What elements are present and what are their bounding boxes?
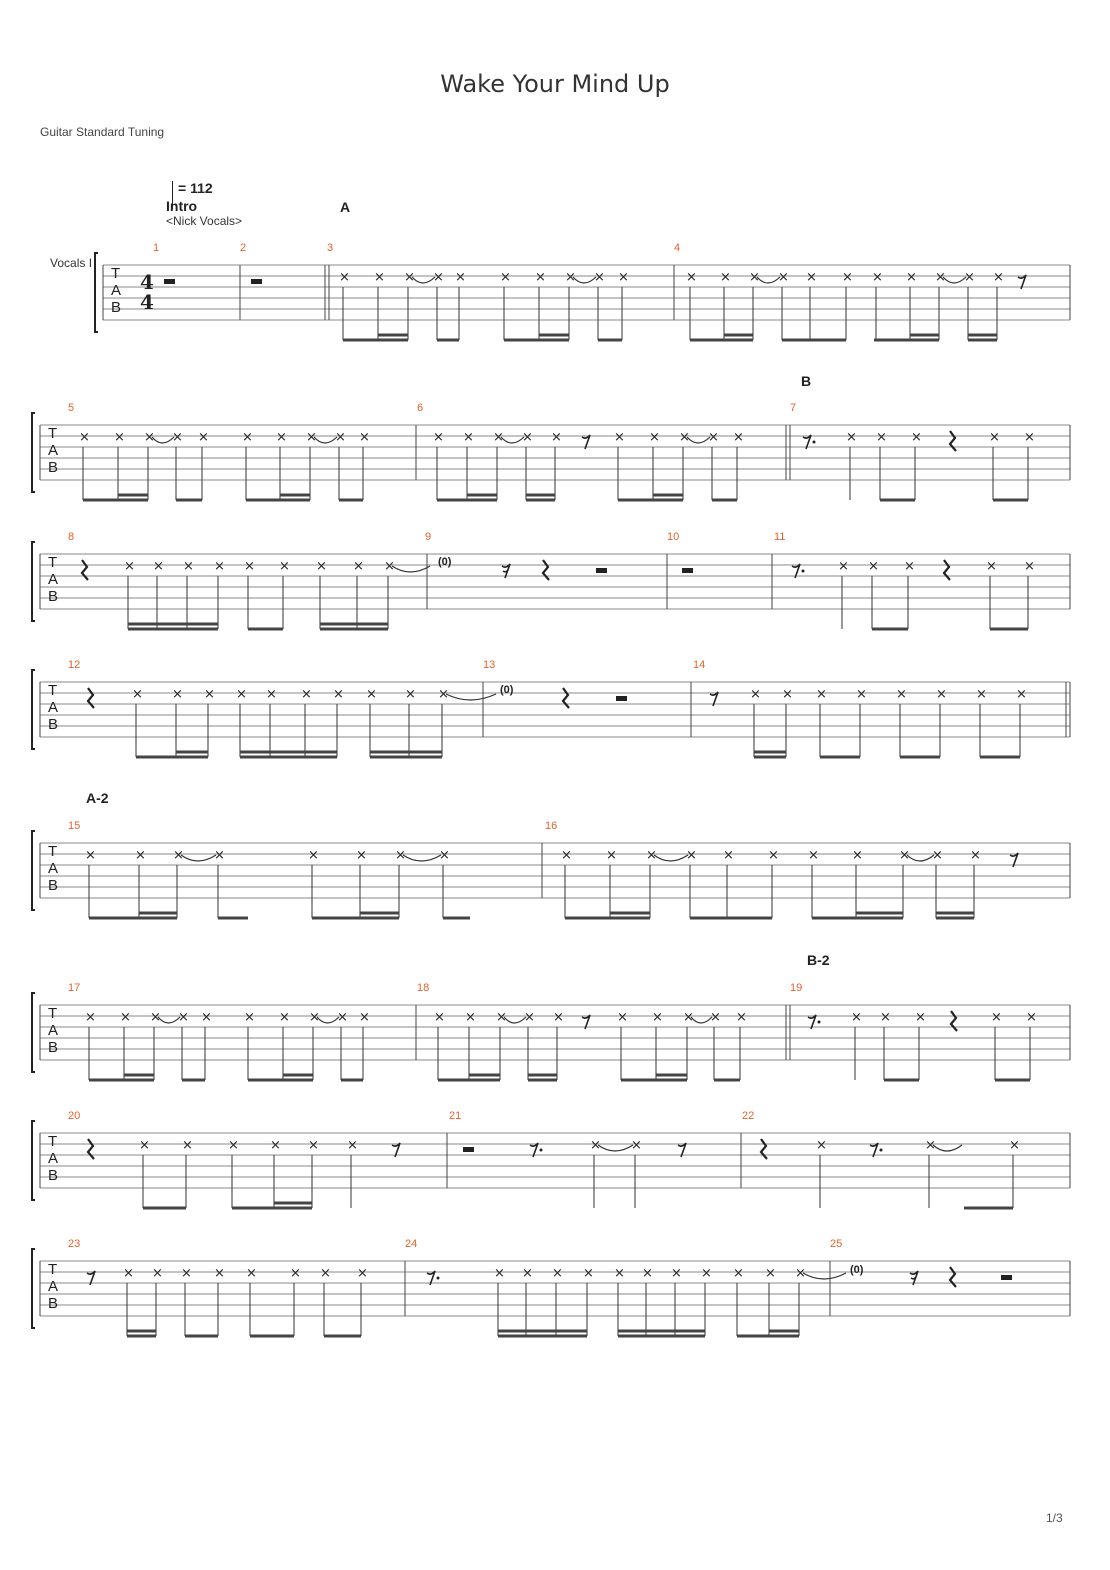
x-notehead: × (565, 270, 576, 285)
x-notehead: × (553, 1010, 564, 1025)
whole-rest (596, 568, 607, 573)
x-notehead: × (993, 270, 1004, 285)
x-notehead: × (306, 430, 317, 445)
measure-number: 25 (830, 1238, 843, 1250)
tie (598, 1145, 633, 1151)
x-notehead: × (671, 1266, 682, 1281)
tab-letter-a: A (48, 1278, 59, 1295)
measure-number: 13 (483, 659, 496, 671)
measure-number: 12 (68, 659, 81, 671)
x-notehead: × (384, 559, 395, 574)
measure-number: 5 (68, 402, 75, 414)
x-notehead: × (172, 687, 183, 702)
x-notehead: × (198, 430, 209, 445)
x-notehead: × (750, 687, 761, 702)
sixteenth-flag (911, 1277, 916, 1279)
measure-number: 10 (667, 531, 680, 543)
whole-rest (1001, 1275, 1012, 1280)
tab-letter-b: B (111, 299, 122, 316)
tab-letter-b: B (48, 588, 59, 605)
x-notehead: × (79, 430, 90, 445)
x-notehead: × (733, 430, 744, 445)
tied-note-label: (0) (850, 1264, 864, 1276)
system-bracket (95, 253, 98, 332)
system-bracket (32, 1249, 35, 1328)
x-notehead: × (649, 430, 660, 445)
x-notehead: × (236, 687, 247, 702)
tie (504, 1017, 526, 1023)
tie (803, 1273, 846, 1279)
x-notehead: × (808, 848, 819, 863)
x-notehead: × (357, 1266, 368, 1281)
system-bracket (32, 542, 35, 621)
tie (943, 277, 966, 283)
x-notehead: × (366, 687, 377, 702)
x-notehead: × (618, 270, 629, 285)
tab-letter-t: T (48, 1133, 58, 1150)
rest-dot (880, 1149, 883, 1152)
tab-letter-b: B (48, 1295, 59, 1312)
measure-number: 15 (68, 820, 81, 832)
tab-letter-t: T (48, 843, 58, 860)
tie (392, 566, 430, 572)
x-notehead: × (333, 687, 344, 702)
x-notehead: × (652, 1010, 663, 1025)
x-notehead: × (524, 1010, 535, 1025)
tab-letter-b: B (48, 1039, 59, 1056)
quarter-rest (563, 688, 569, 708)
quarter-rest (944, 560, 950, 580)
x-notehead: × (683, 1010, 694, 1025)
x-notehead: × (1024, 430, 1035, 445)
tab-letter-t: T (48, 1261, 58, 1278)
x-notehead: × (915, 1010, 926, 1025)
tie (403, 855, 441, 861)
tie (412, 277, 435, 283)
x-notehead: × (214, 848, 225, 863)
x-notehead: × (244, 1010, 255, 1025)
system-bracket (32, 1121, 35, 1200)
x-notehead: × (433, 430, 444, 445)
x-notehead: × (124, 559, 135, 574)
tied-note-label: (0) (500, 684, 514, 696)
tie (757, 277, 780, 283)
x-notehead: × (816, 687, 827, 702)
tab-letter-a: A (111, 282, 122, 299)
tuning-label: Guitar Standard Tuning (40, 125, 165, 139)
x-notehead: × (1026, 1010, 1037, 1025)
x-notehead: × (583, 1266, 594, 1281)
tab-letter-t: T (111, 265, 121, 282)
x-notehead: × (320, 1266, 331, 1281)
tie (446, 694, 496, 700)
section-b-2: B-2 (807, 952, 830, 968)
page-number: 1/3 (1046, 1511, 1063, 1525)
whole-rest (164, 279, 175, 284)
x-notehead: × (463, 430, 474, 445)
measure-number: 18 (417, 982, 430, 994)
rest-dot (818, 1021, 821, 1024)
section-a: A (340, 199, 351, 215)
tab-letter-a: A (48, 571, 59, 588)
time-signature-top: 4 (140, 270, 154, 294)
x-notehead: × (85, 1010, 96, 1025)
x-notehead: × (144, 430, 155, 445)
x-notehead: × (768, 848, 779, 863)
x-notehead: × (846, 430, 857, 445)
time-signature-bottom: 4 (140, 290, 154, 314)
x-notehead: × (899, 848, 910, 863)
measure-number: 8 (68, 531, 75, 543)
x-notehead: × (701, 1266, 712, 1281)
x-notehead: × (686, 848, 697, 863)
tab-letter-a: A (48, 1150, 59, 1167)
measure-number: 2 (240, 242, 247, 254)
x-notehead: × (872, 270, 883, 285)
x-notehead: × (244, 559, 255, 574)
x-notehead: × (405, 687, 416, 702)
x-notehead: × (242, 430, 253, 445)
x-notehead: × (851, 1010, 862, 1025)
x-notehead: × (214, 1266, 225, 1281)
x-notehead: × (114, 430, 125, 445)
x-notehead: × (876, 430, 887, 445)
tab-letter-a: A (48, 860, 59, 877)
x-notehead: × (614, 1266, 625, 1281)
measure-number: 24 (405, 1238, 418, 1250)
section-a-2: A-2 (86, 790, 109, 806)
tab-letter-a: A (48, 699, 59, 716)
x-notehead: × (778, 270, 789, 285)
x-notehead: × (749, 270, 760, 285)
x-notehead: × (935, 270, 946, 285)
x-notehead: × (646, 848, 657, 863)
rest-dot (540, 1149, 543, 1152)
x-notehead: × (838, 559, 849, 574)
x-notehead: × (309, 1010, 320, 1025)
x-notehead: × (679, 430, 690, 445)
measure-number: 22 (742, 1110, 755, 1122)
x-notehead: × (439, 848, 450, 863)
whole-rest (251, 279, 262, 284)
x-notehead: × (494, 1266, 505, 1281)
tie (573, 277, 596, 283)
x-notehead: × (522, 1266, 533, 1281)
x-notehead: × (178, 1010, 189, 1025)
x-notehead: × (551, 430, 562, 445)
quarter-rest (950, 1267, 956, 1287)
x-notehead: × (434, 1010, 445, 1025)
x-notehead: × (228, 1138, 239, 1153)
x-notehead: × (308, 1138, 319, 1153)
x-notehead: × (720, 270, 731, 285)
measure-number: 23 (68, 1238, 81, 1250)
x-notehead: × (356, 848, 367, 863)
tab-letter-t: T (48, 554, 58, 571)
x-notehead: × (183, 559, 194, 574)
x-notehead: × (139, 1138, 150, 1153)
tab-letter-b: B (48, 716, 59, 733)
tab-letter-b: B (48, 877, 59, 894)
x-notehead: × (316, 559, 327, 574)
system-bracket (32, 413, 35, 492)
sixteenth-flag (503, 570, 508, 572)
tie (152, 437, 174, 443)
x-notehead: × (816, 1138, 827, 1153)
x-notehead: × (535, 270, 546, 285)
tab-letter-a: A (48, 442, 59, 459)
x-notehead: × (301, 687, 312, 702)
quarter-rest (88, 688, 94, 708)
x-notehead: × (1009, 1138, 1020, 1153)
x-notehead: × (214, 559, 225, 574)
x-notehead: × (782, 687, 793, 702)
x-notehead: × (710, 1010, 721, 1025)
x-notehead: × (925, 1138, 936, 1153)
x-notehead: × (359, 430, 370, 445)
x-notehead: × (1024, 559, 1035, 574)
x-notehead: × (880, 1010, 891, 1025)
x-notehead: × (806, 270, 817, 285)
measure-number: 9 (425, 531, 432, 543)
x-notehead: × (991, 1010, 1002, 1025)
x-notehead: × (590, 1138, 601, 1153)
x-notehead: × (911, 430, 922, 445)
x-notehead: × (733, 1266, 744, 1281)
x-notehead: × (455, 270, 466, 285)
x-notehead: × (904, 559, 915, 574)
measure-number: 6 (417, 402, 424, 414)
x-notehead: × (723, 848, 734, 863)
whole-rest (616, 696, 627, 701)
measure-number: 4 (674, 242, 681, 254)
x-notehead: × (1016, 687, 1027, 702)
x-notehead: × (614, 430, 625, 445)
x-notehead: × (279, 559, 290, 574)
quarter-rest (950, 431, 956, 451)
system-bracket (32, 831, 35, 910)
system-bracket (32, 993, 35, 1072)
rest-dot (437, 1277, 440, 1280)
tie (691, 1017, 712, 1023)
x-notehead: × (433, 270, 444, 285)
x-notehead: × (132, 687, 143, 702)
x-notehead: × (868, 559, 879, 574)
x-notehead: × (594, 270, 605, 285)
x-notehead: × (152, 1266, 163, 1281)
x-notehead: × (856, 687, 867, 702)
x-notehead: × (182, 1138, 193, 1153)
x-notehead: × (906, 270, 917, 285)
tie (317, 1017, 339, 1023)
x-notehead: × (552, 1266, 563, 1281)
x-notehead: × (347, 1138, 358, 1153)
x-notehead: × (85, 848, 96, 863)
measure-number: 3 (327, 242, 334, 254)
x-notehead: × (852, 848, 863, 863)
tie (687, 437, 710, 443)
measure-number: 20 (68, 1110, 81, 1122)
whole-rest (463, 1147, 474, 1152)
measure-number: 16 (545, 820, 558, 832)
tie (158, 1017, 180, 1023)
x-notehead: × (642, 1266, 653, 1281)
x-notehead: × (279, 1010, 290, 1025)
x-notehead: × (246, 1266, 257, 1281)
measure-number: 17 (68, 982, 81, 994)
quarter-rest (88, 1139, 94, 1159)
x-notehead: × (120, 1010, 131, 1025)
tempo-marking: = 112 (178, 180, 213, 196)
quarter-rest (951, 1011, 957, 1031)
x-notehead: × (465, 1010, 476, 1025)
section-intro: Intro (166, 198, 198, 214)
x-notehead: × (123, 1266, 134, 1281)
x-notehead: × (173, 848, 184, 863)
x-notehead: × (976, 687, 987, 702)
x-notehead: × (359, 1010, 370, 1025)
measure-number: 21 (449, 1110, 462, 1122)
x-notehead: × (204, 687, 215, 702)
x-notehead: × (181, 1266, 192, 1281)
x-notehead: × (686, 270, 697, 285)
measure-number: 7 (790, 402, 797, 414)
x-notehead: × (795, 1266, 806, 1281)
x-notehead: × (135, 848, 146, 863)
quarter-rest (543, 560, 549, 580)
whole-rest (682, 568, 693, 573)
x-notehead: × (493, 430, 504, 445)
rest-dot (802, 570, 805, 573)
x-notehead: × (438, 687, 449, 702)
x-notehead: × (989, 430, 1000, 445)
x-notehead: × (617, 1010, 628, 1025)
x-notehead: × (201, 1010, 212, 1025)
x-notehead: × (970, 848, 981, 863)
x-notehead: × (276, 430, 287, 445)
x-notehead: × (765, 1266, 776, 1281)
rest-dot (813, 441, 816, 444)
x-notehead: × (153, 559, 164, 574)
system-bracket (32, 670, 35, 749)
tab-letter-t: T (48, 1005, 58, 1022)
x-notehead: × (353, 559, 364, 574)
x-notehead: × (270, 1138, 281, 1153)
x-notehead: × (335, 430, 346, 445)
tab-letter-t: T (48, 682, 58, 699)
song-title: Wake Your Mind Up (440, 70, 670, 98)
x-notehead: × (561, 848, 572, 863)
tie (654, 855, 688, 861)
x-notehead: × (404, 270, 415, 285)
x-notehead: × (496, 1010, 507, 1025)
tie (314, 437, 337, 443)
x-notehead: × (932, 848, 943, 863)
x-notehead: × (936, 687, 947, 702)
x-notehead: × (374, 270, 385, 285)
track-name: Vocals I (50, 256, 93, 270)
tie (181, 855, 216, 861)
measure-number: 19 (790, 982, 803, 994)
tied-note-label: (0) (438, 556, 452, 568)
tab-letter-b: B (48, 459, 59, 476)
x-notehead: × (172, 430, 183, 445)
tab-letter-t: T (48, 425, 58, 442)
section-b: B (801, 373, 812, 389)
x-notehead: × (896, 687, 907, 702)
x-notehead: × (964, 270, 975, 285)
x-notehead: × (266, 687, 277, 702)
measure-number: 11 (774, 531, 786, 543)
vocal-marker: <Nick Vocals> (166, 214, 243, 228)
x-notehead: × (522, 430, 533, 445)
x-notehead: × (395, 848, 406, 863)
quarter-rest (82, 560, 88, 580)
x-notehead: × (150, 1010, 161, 1025)
x-notehead: × (708, 430, 719, 445)
x-notehead: × (290, 1266, 301, 1281)
x-notehead: × (842, 270, 853, 285)
tie (933, 1145, 962, 1151)
x-notehead: × (500, 270, 511, 285)
measure-number: 1 (153, 242, 160, 254)
tab-letter-b: B (48, 1167, 59, 1184)
measure-number: 14 (693, 659, 706, 671)
x-notehead: × (736, 1010, 747, 1025)
x-notehead: × (986, 559, 997, 574)
x-notehead: × (337, 1010, 348, 1025)
x-notehead: × (606, 848, 617, 863)
tie (501, 437, 524, 443)
tie (907, 855, 934, 861)
tab-letter-a: A (48, 1022, 59, 1039)
x-notehead: × (631, 1138, 642, 1153)
x-notehead: × (308, 848, 319, 863)
x-notehead: × (339, 270, 350, 285)
quarter-rest (761, 1139, 767, 1159)
